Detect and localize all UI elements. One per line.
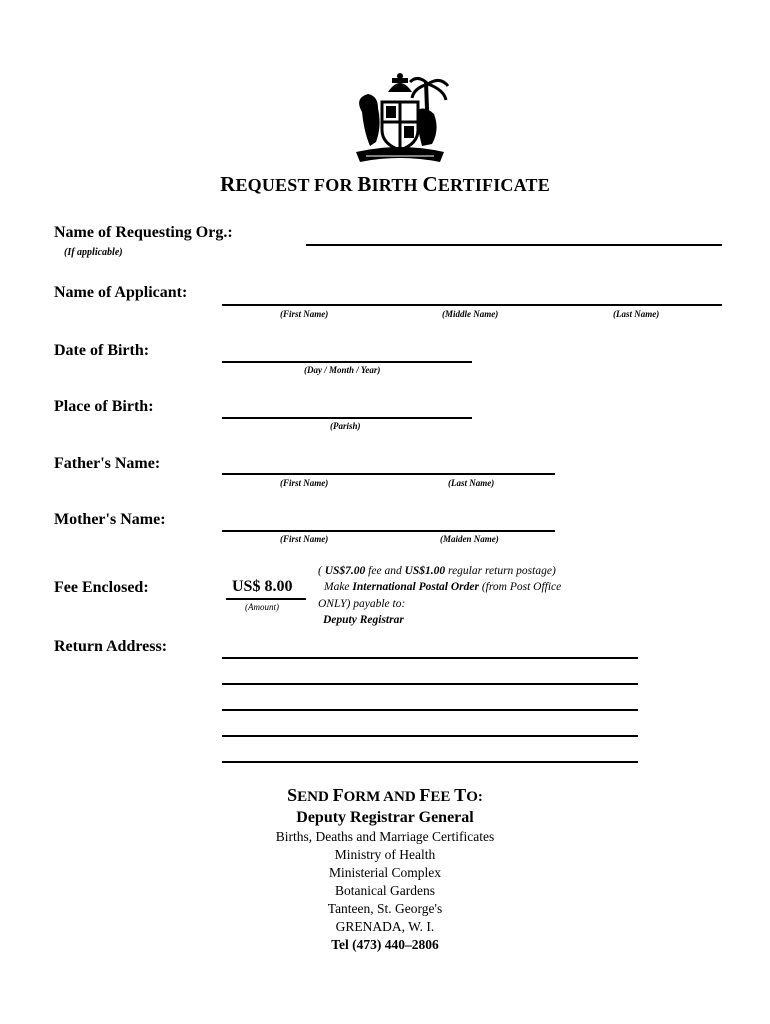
mother-first-name-hint: (First Name) bbox=[280, 534, 329, 544]
recipient-name: Deputy Registrar General bbox=[296, 809, 474, 826]
address-line-6: GRENADA, W. I. bbox=[335, 919, 435, 934]
fee-breakdown-note: ( US$7.00 fee and US$1.00 regular return postage) bbox=[318, 565, 556, 577]
requesting-org-label: Name of Requesting Org.: bbox=[54, 224, 233, 241]
requesting-org-note: (If applicable) bbox=[64, 247, 123, 258]
fee-enclosed-label: Fee Enclosed: bbox=[54, 579, 149, 596]
address-line-5: Tanteen, St. George's bbox=[327, 901, 443, 916]
payable-to-note: ONLY) payable to: bbox=[318, 598, 406, 610]
address-line-2: Ministry of Health bbox=[334, 847, 436, 862]
place-of-birth-field[interactable] bbox=[222, 417, 472, 419]
address-line-4: Botanical Gardens bbox=[334, 883, 436, 898]
coat-of-arms-emblem bbox=[348, 72, 452, 164]
applicant-name-field[interactable] bbox=[222, 304, 722, 306]
date-of-birth-hint: (Day / Month / Year) bbox=[304, 365, 381, 375]
fee-amount-value: US$ 8.00 bbox=[232, 578, 293, 595]
return-address-line-2[interactable] bbox=[222, 683, 638, 685]
return-address-line-4[interactable] bbox=[222, 735, 638, 737]
fathers-name-field[interactable] bbox=[222, 473, 555, 475]
mothers-name-label: Mother's Name: bbox=[54, 511, 166, 528]
payment-method-note: Make International Postal Order (from Post Office bbox=[324, 581, 562, 593]
mother-maiden-name-hint: (Maiden Name) bbox=[440, 534, 499, 544]
send-form-heading: SEND FORM AND FEE TO: bbox=[287, 785, 483, 805]
return-address-line-3[interactable] bbox=[222, 709, 638, 711]
date-of-birth-field[interactable] bbox=[222, 361, 472, 363]
telephone-number: Tel (473) 440–2806 bbox=[331, 937, 439, 952]
form-title: REQUEST FOR BIRTH CERTIFICATE bbox=[220, 172, 550, 196]
date-of-birth-label: Date of Birth: bbox=[54, 342, 150, 359]
place-of-birth-hint: (Parish) bbox=[330, 421, 361, 431]
return-address-line-5[interactable] bbox=[222, 761, 638, 763]
requesting-org-field[interactable] bbox=[306, 244, 722, 246]
fee-amount-field[interactable] bbox=[226, 598, 306, 600]
father-first-name-hint: (First Name) bbox=[280, 478, 329, 488]
mothers-name-field[interactable] bbox=[222, 530, 555, 532]
place-of-birth-label: Place of Birth: bbox=[54, 398, 154, 415]
applicant-middle-name-hint: (Middle Name) bbox=[442, 309, 499, 319]
applicant-last-name-hint: (Last Name) bbox=[613, 309, 660, 319]
father-last-name-hint: (Last Name) bbox=[448, 478, 495, 488]
payee-name: Deputy Registrar bbox=[323, 614, 404, 626]
return-address-label: Return Address: bbox=[54, 638, 168, 655]
return-address-line-1[interactable] bbox=[222, 657, 638, 659]
fee-amount-hint: (Amount) bbox=[245, 602, 279, 612]
applicant-label: Name of Applicant: bbox=[54, 284, 188, 301]
address-line-3: Ministerial Complex bbox=[328, 865, 442, 880]
applicant-first-name-hint: (First Name) bbox=[280, 309, 329, 319]
address-line-1: Births, Deaths and Marriage Certificates bbox=[275, 829, 495, 844]
fathers-name-label: Father's Name: bbox=[54, 455, 161, 472]
